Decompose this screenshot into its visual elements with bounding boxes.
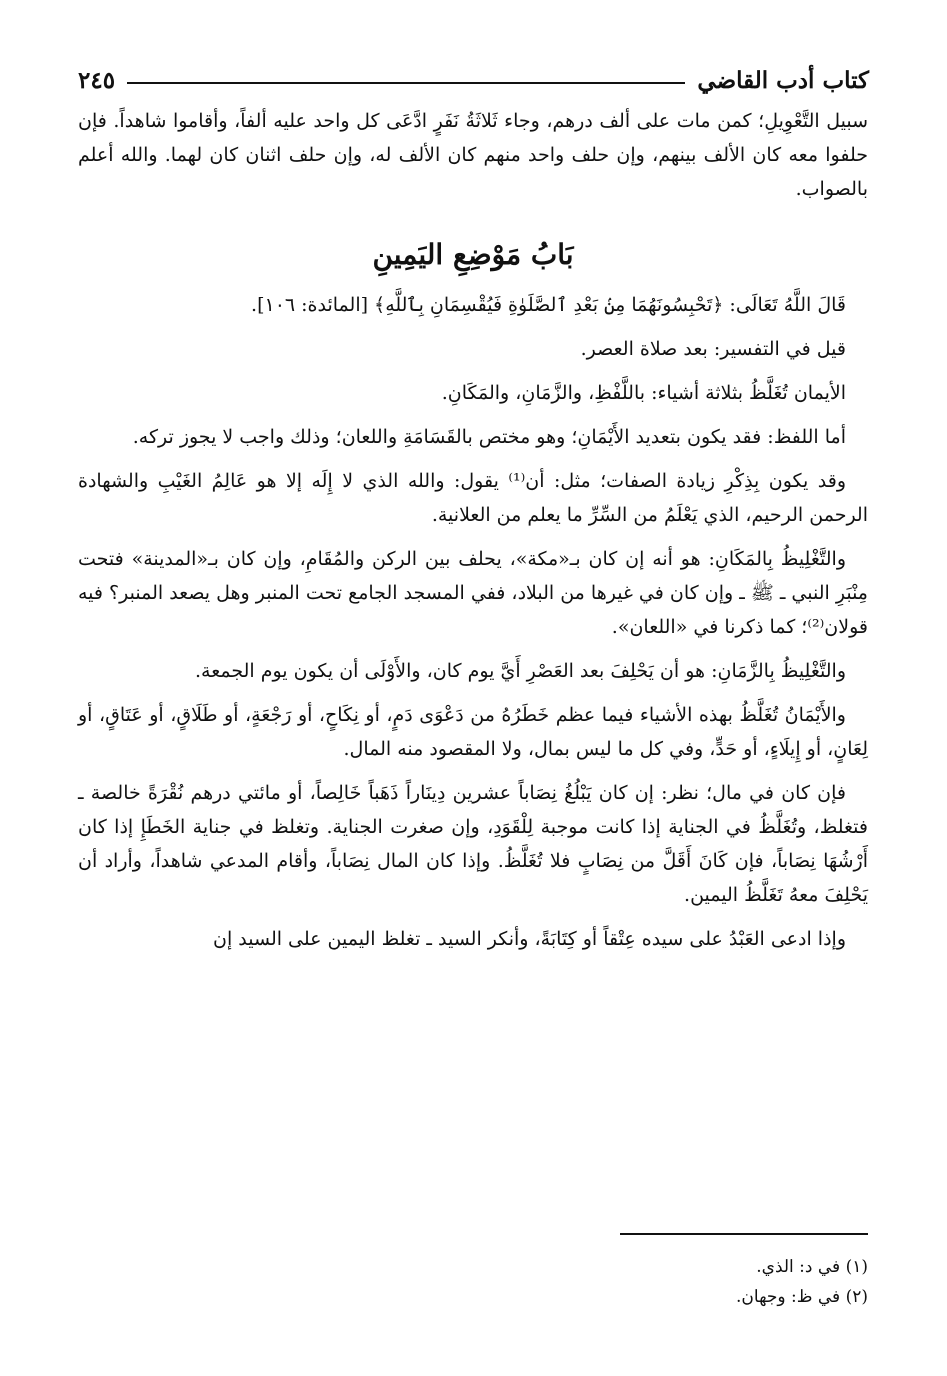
tafsir-line: قيل في التفسير: بعد صلاة العصر. bbox=[580, 338, 846, 360]
paragraph-lafz: أما اللفظ: فقد يكون بتعديد الأَيْمَانِ؛ وهو مختص بالقَسَامَةِ واللعان؛ وذلك واجب لا يجوز تركه. bbox=[132, 426, 846, 448]
footnote-rule bbox=[620, 1233, 868, 1235]
paragraph-makan: والتَّغْلِيظُ بِالمَكَانِ: هو أنه إن كان بـ«مكة»، يحلف بين الركن والمُقَامِ، وإن كان بـ«المدينة» فتحت مِنْبَرِ النبي ـ ﷺ ـ وإن كان في غيرها من البلاد، ففي المسجد الجامع تحت المنبر وهل يصعد المنبر؟ فيه قولان⁽²⁾؛ كما ذكرنا في «اللعان». bbox=[78, 548, 868, 638]
chapter-heading: بَابُ مَوْضِعِ اليَمِينِ bbox=[372, 238, 574, 271]
paragraph-abd: وإذا ادعى العَبْدُ على سيده عِتْقاً أو كِتَابَةً، وأنكر السيد ـ تغلظ اليمين على السيد إن bbox=[213, 928, 846, 950]
paragraph-sifat: وقد يكون بِذِكْرِ زيادة الصفات؛ مثل: أن⁽¹⁾ يقول: والله الذي لا إِلَه إلا هو عَالِمُ الغَيْبِ والشهادة الرحمن الرحيم، الذي يَعْلَمُ من السِّرِّ ما يعلم من العلانية. bbox=[78, 470, 868, 526]
paragraph-zaman: والتَّغْلِيظُ بِالزَّمَانِ: هو أن يَحْلِفَ بعد العَصْرِ أَيَّ يوم كان، والأَوْلَى أن يكون يوم الجمعة. bbox=[194, 660, 846, 682]
paragraph-mal: فإن كان في مال؛ نظر: إن كان يَبْلُغُ نِصَاباً عشرين دِينَاراً ذَهَباً خَالِصاً، أو مائتي درهم نُقْرَةً خالصة ـ فتغلظ، وتُغَلَّظُ في الجناية إذا كانت موجبة لِلْقَوَدِ، وإن صغرت الجناية. وتغلظ في جناية الخَطَإِ إذا كان أَرْشُهَا نِصَاباً، فإن كَانَ أَقَلَّ من نِصَابٍ فلا تُغَلَّظُ. وإذا كان المال نِصَاباً، وأقام المدعي شاهداً، وأراد أن يَحْلِفَ معهُ تَغَلَّظُ اليمين. bbox=[78, 782, 868, 906]
footnote-1: (١) في د: الذي. bbox=[756, 1257, 868, 1277]
book-title: كتاب أدب القاضي bbox=[697, 66, 869, 94]
page-body bbox=[78, 104, 868, 966]
footnotes bbox=[468, 1252, 868, 1312]
paragraph-ayman: والأَيْمَانُ تُغَلَّظُ بهذه الأشياء فيما عظم خَطَرُهُ من دَعْوَى دَمٍ، أو نِكَاحٍ، أو رَجْعَةٍ، أو طَلَاقٍ، أو عَتَاقٍ، أو لِعَانٍ، أو إِيلَاءٍ، أو حَدٍّ، وفي كل ما ليس بمال، ولا المقصود منه المال. bbox=[78, 704, 868, 760]
header-rule bbox=[127, 82, 685, 84]
running-header bbox=[78, 60, 869, 100]
quran-verse: قَالَ اللَّهُ تَعَالَى: ﴿تَحْبِسُونَهُمَا مِنۢ بَعْدِ ٱلصَّلَوٰةِ فَيُقْسِمَانِ بِٱللَّهِ﴾ [المائدة: ١٠٦]. bbox=[251, 294, 846, 316]
footnote-2: (٢) في ظ: وجهان. bbox=[736, 1287, 868, 1307]
page-number: ٢٤٥ bbox=[78, 66, 116, 94]
taghliz-line: الأيمان تُغَلَّظُ بثلاثة أشياء: باللَّفْظِ، والزَّمَانِ، والمَكَانِ. bbox=[441, 382, 846, 404]
carryover-paragraph: سبيل التَّعْوِيلِ؛ كمن مات على ألف درهم، وجاء ثَلاثَةُ نَفَرٍ ادَّعَى كل واحد عليه ألفاً، وأقاموا شاهداً. فإن حلفوا معه كان الألف بينهم، وإن حلف واحد منهم كان الألف له، وإن حلف اثنان كان لهما. والله أعلم بالصواب. bbox=[78, 110, 868, 200]
